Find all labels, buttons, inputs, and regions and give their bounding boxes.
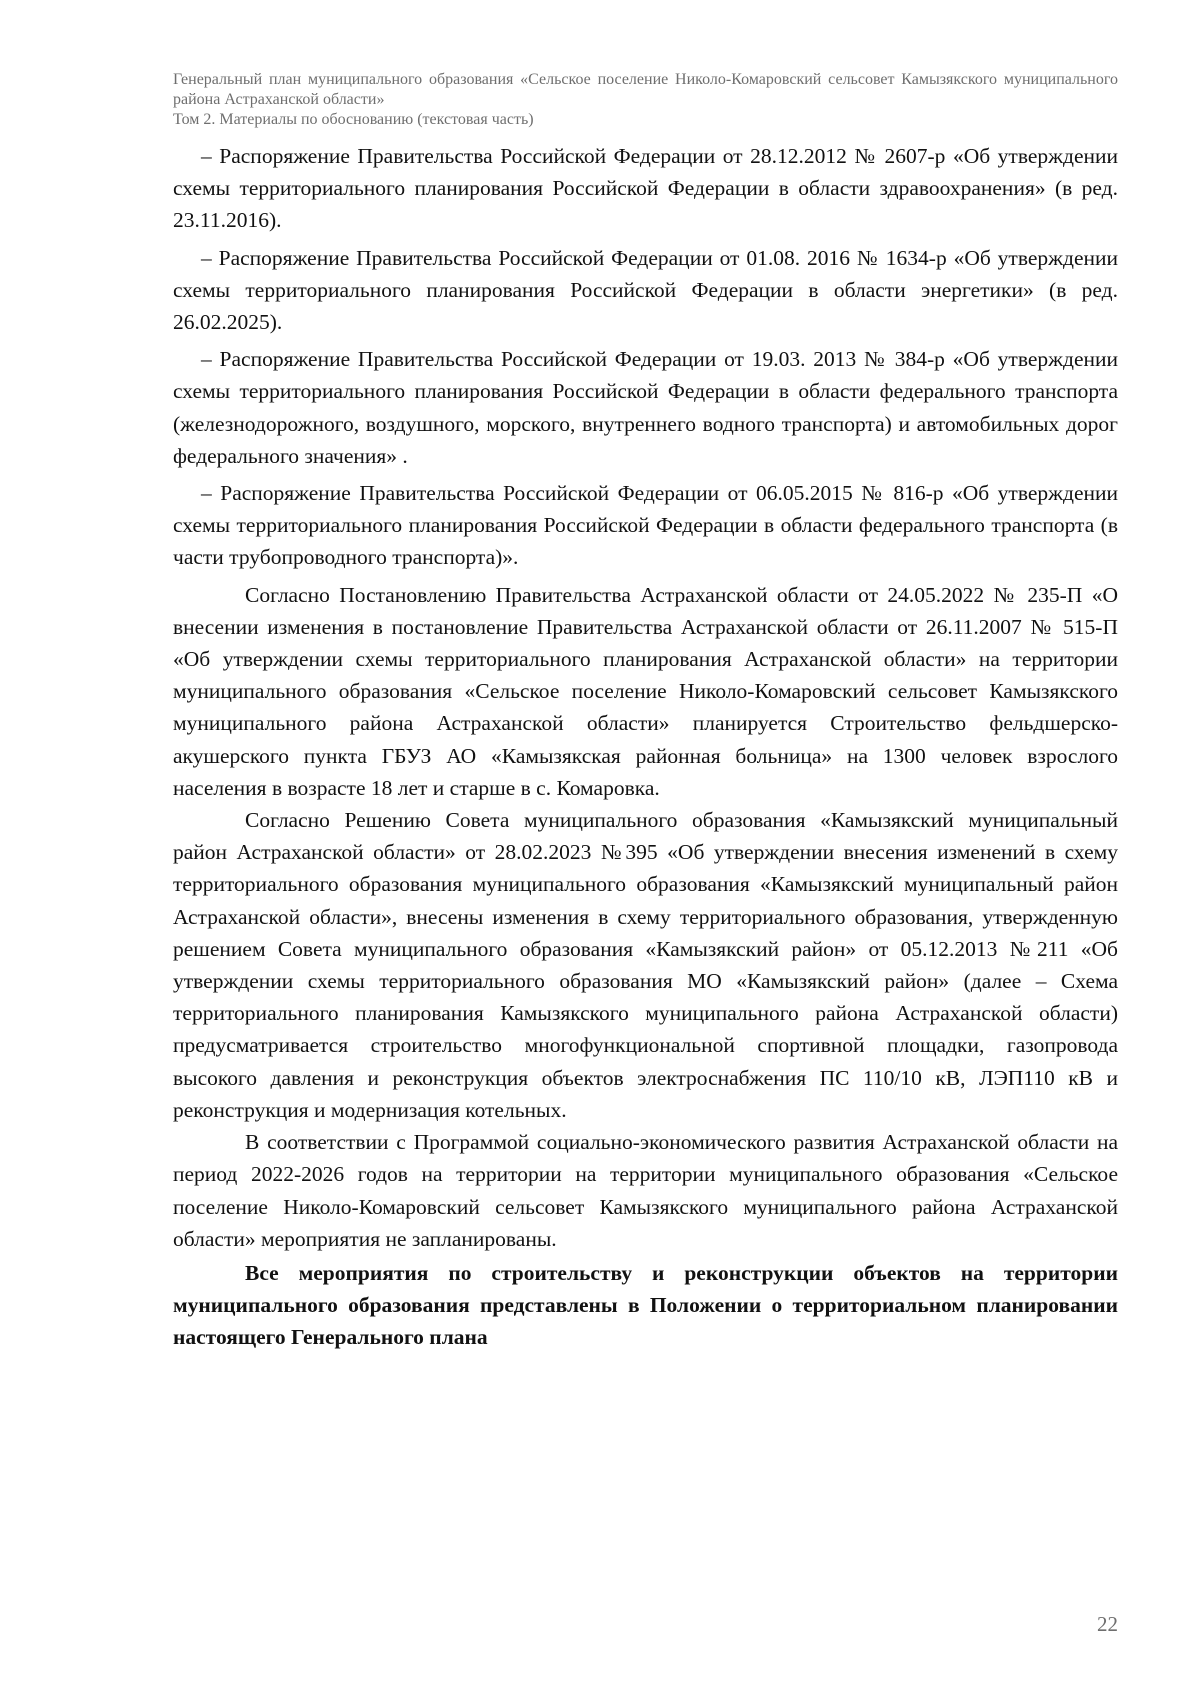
running-header (173, 70, 1118, 130)
document-body (173, 140, 1118, 1354)
list-item: – Распоряжение Правительства Российской Федерации от 28.12.2012 № 2607-р «Об утверждении схемы территориального планирования Российской Федерации в области здравоохранения» (в ред. 23.11.2016). (173, 144, 1118, 233)
list-item: – Распоряжение Правительства Российской Федерации от 19.03. 2013 № 384-р «Об утверждении схемы территориального планирования Российской Федерации в области федерального транспорта (железнодорожного, воздушного, морского, внутреннего водного транспорта) и автомобильных дорог федерального значения» . (173, 347, 1118, 468)
bold-conclusion: Все мероприятия по строительству и реконструкции объектов на территории муниципального образования представлены в Положении о территориальном планировании настоящего Генерального плана (173, 1260, 1118, 1350)
list-item: – Распоряжение Правительства Российской Федерации от 06.05.2015 № 816-р «Об утверждении схемы территориального планирования Российской Федерации в области федерального транспорта (в части трубопроводного транспорта)». (173, 481, 1118, 570)
page-number: 22 (1097, 1612, 1118, 1636)
header-volume: Том 2. Материалы по обоснованию (текстовая часть) (173, 111, 534, 128)
list-item: – Распоряжение Правительства Российской Федерации от 01.08. 2016 № 1634-р «Об утверждении схемы территориального планирования Российской Федерации в области энергетики» (в ред. 26.02.2025). (173, 245, 1118, 335)
header-title: Генеральный план муниципального образования «Сельское поселение Николо-Комаровский сельсовет Камызякского муниципального района Астраханской области» (173, 71, 1118, 108)
paragraph: В соответствии с Программой социально-экономического развития Астраханской области на период 2022-2026 годов на территории на территории муниципального образования «Сельское поселение Николо-Комаровский сельсовет Камызякского муниципального района Астраханской области» мероприятия не запланированы. (173, 1130, 1118, 1251)
paragraph: Согласно Постановлению Правительства Астраханской области от 24.05.2022 № 235-П «О внесении изменения в постановление Правительства Астраханской области от 26.11.2007 № 515-П «Об утверждении схемы территориального планирования Астраханской области» на территории муниципального образования «Сельское поселение Николо-Комаровский сельсовет Камызякского муниципального района Астраханской области» планируется Строительство фельдшерско-акушерского пункта ГБУЗ АО «Камызякская районная больница» на 1300 человек взрослого населения в возрасте 18 лет и старше в с. Комаровка. (173, 582, 1118, 800)
paragraph: Согласно Решению Совета муниципального образования «Камызякский муниципальный район Астраханской области» от 28.02.2023 №395 «Об утверждении внесения изменений в схему территориального образования муниципального образования «Камызякский муниципальный район Астраханской области», внесены изменения в схему территориального образования, утвержденную решением Совета муниципального образования «Камызякский район» от 05.12.2013 №211 «Об утверждении схемы территориального образования МО «Камызякский район» (далее – Схема территориального планирования Камызякского муниципального района Астраханской области) предусматривается строительство многофункциональной спортивной площадки, газопровода высокого давления и реконструкция объектов электроснабжения ПС 110/10 кВ, ЛЭП110 кВ и реконструкция и модернизация котельных. (173, 808, 1118, 1122)
